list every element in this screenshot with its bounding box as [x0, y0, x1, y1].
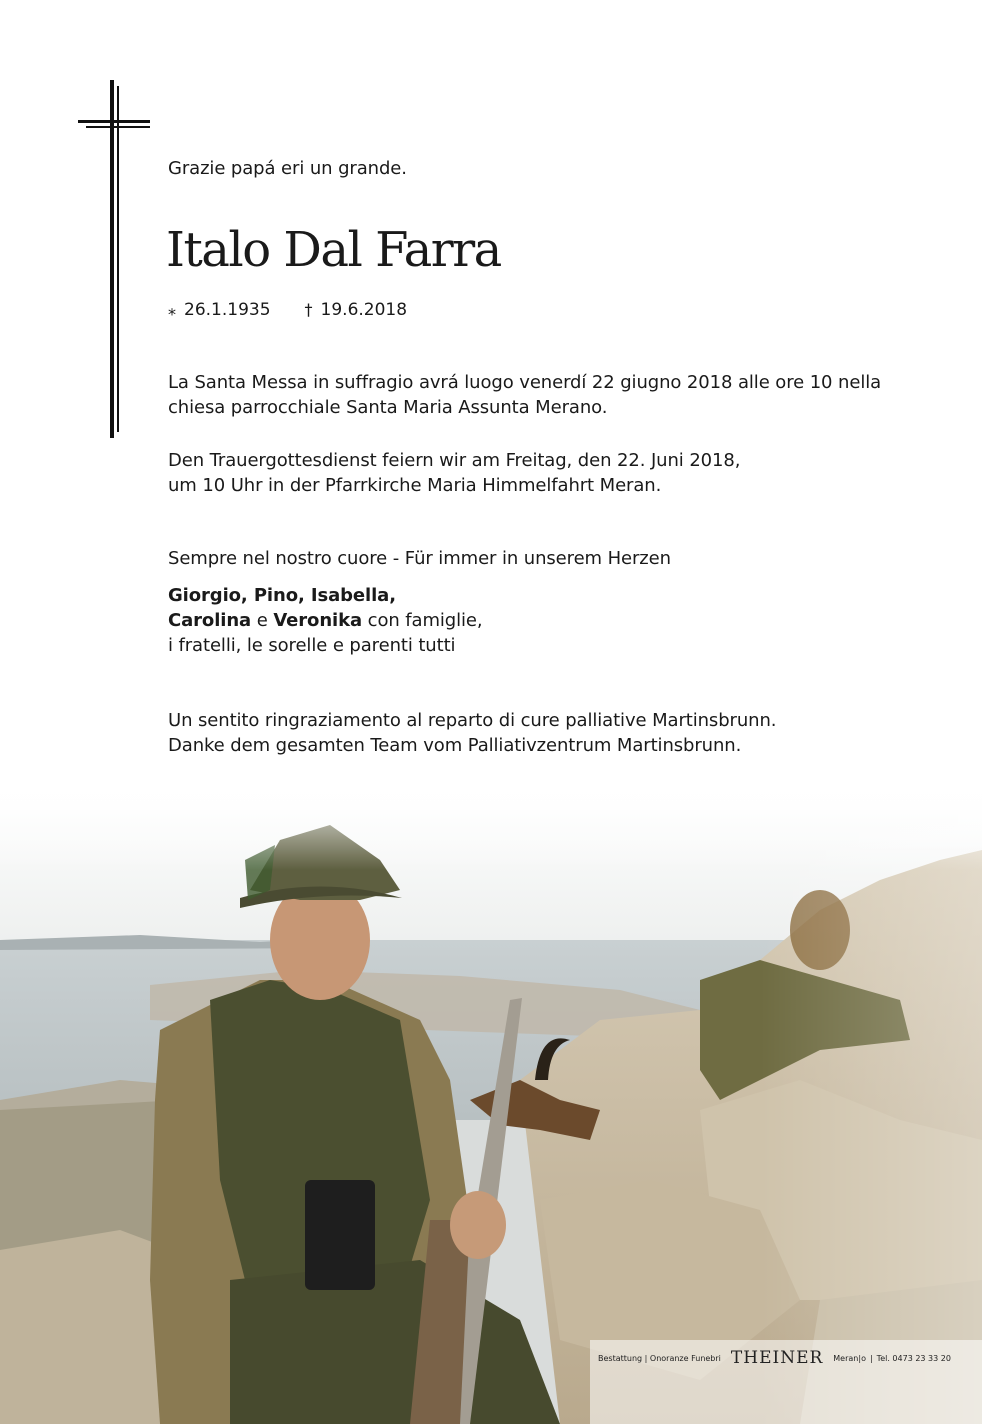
- death-date: 19.6.2018: [320, 300, 408, 320]
- mass-announcement-it: La Santa Messa in suffragio avrá luogo venerdí 22 giugno 2018 alle ore 10 nella chiesa parrocchiale Santa Maria Assunta Merano.: [168, 372, 882, 418]
- deceased-name: Italo Dal Farra: [166, 222, 501, 278]
- family-line-1: Giorgio, Pino, Isabella,: [168, 585, 396, 606]
- life-dates: [168, 298, 407, 322]
- death-cross-icon: †: [304, 300, 313, 319]
- footer-phone: Tel. 0473 23 33 20: [876, 1353, 951, 1363]
- motto: Grazie papá eri un grande.: [168, 158, 407, 179]
- family-and: e: [251, 610, 274, 631]
- thanks-it: Un sentito ringraziamento al reparto di cure palliative Martinsbrunn.: [168, 710, 777, 731]
- family-with-families: con famiglie,: [362, 610, 483, 631]
- mass-announcement-de: [168, 448, 928, 498]
- remembrance-line: Sempre nel nostro cuore - Für immer in unserem Herzen: [168, 548, 671, 569]
- thanks-block: [168, 708, 776, 758]
- birth-star-icon: ⁎: [168, 300, 176, 319]
- memorial-photo: [0, 780, 982, 1424]
- mass-de-line-1: Den Trauergottesdienst feiern wir am Freitag, den 22. Juni 2018,: [168, 450, 741, 471]
- family-name-veronika: Veronika: [273, 610, 363, 631]
- footer-city: Meran|o: [833, 1353, 866, 1363]
- footer-services: Bestattung | Onoranze Funebri: [598, 1353, 721, 1363]
- family-line-3: i fratelli, le sorelle e parenti tutti: [168, 635, 456, 656]
- footer-separator: |: [869, 1353, 873, 1363]
- thanks-de: Danke dem gesamten Team vom Palliativzentrum Martinsbrunn.: [168, 735, 742, 756]
- family-signature: [168, 583, 483, 658]
- funeral-home-footer: [598, 1348, 951, 1368]
- family-name-carolina: Carolina: [168, 610, 252, 631]
- mass-de-line-2: um 10 Uhr in der Pfarrkirche Maria Himmelfahrt Meran.: [168, 475, 662, 496]
- cross-icon: [78, 80, 152, 440]
- funeral-home-logo: THEINER: [730, 1348, 824, 1368]
- birth-date: 26.1.1935: [184, 300, 271, 320]
